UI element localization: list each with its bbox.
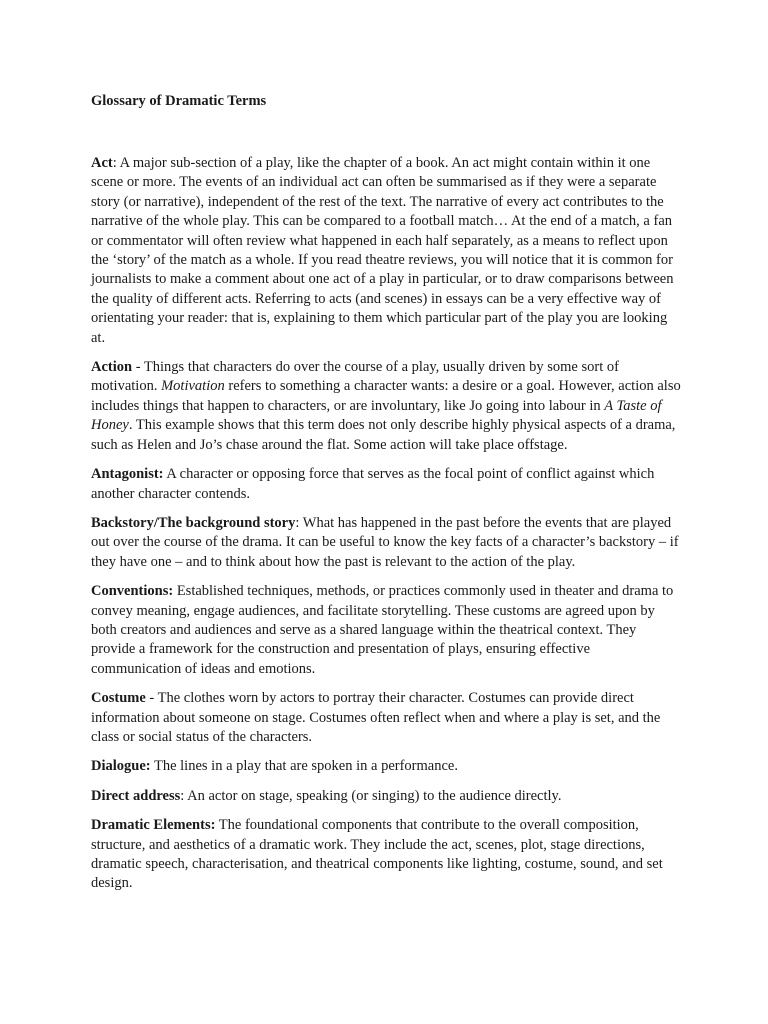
glossary-definition: What has happened in the past before the events that are played out over the course of the drama. It can be useful to know the key facts of a character’s backstory – if they have one – and to think about how the past is relevant to the action of the play. [91, 514, 679, 570]
glossary-definition: The foundational components that contribute to the overall composition, structure, and aesthetics of a dramatic work. They include the act, scenes, plot, stage directions, dramatic speech, characterisation, and theatrical components like lighting, costume, sound, and set design. [91, 817, 663, 892]
glossary-definition: Things that characters do over the course of a play, usually driven by some sort of motivation. [91, 359, 619, 395]
term-separator: - [132, 359, 144, 376]
glossary-definition: refers to something a character wants: a desire or a goal. However, action also includes things that happen to characters, or are involuntary, like Jo going into labour in [91, 378, 681, 414]
glossary-term: Direct address [91, 787, 181, 804]
glossary-term: Antagonist: [91, 466, 164, 483]
glossary-entry-costume [91, 689, 681, 747]
glossary-entry-dramatic-elements [91, 816, 681, 894]
glossary-entry-dialogue [91, 757, 681, 776]
glossary-definition: An actor on stage, speaking (or singing) to the audience directly. [187, 787, 562, 804]
glossary-term: Conventions: [91, 583, 174, 600]
glossary-entry-antagonist [91, 465, 681, 504]
glossary-definition: The clothes worn by actors to portray their character. Costumes can provide direct information about someone on stage. Costumes often reflect when and where a play is set, and the class or social status of the characters. [91, 690, 661, 745]
glossary-term: Costume [91, 690, 146, 707]
glossary-entry-direct-address [91, 787, 681, 806]
italic-term-motivation: Motivation [161, 378, 225, 395]
document-title: Glossary of Dramatic Terms [91, 93, 267, 109]
glossary-term: Act [91, 155, 113, 171]
glossary-entry-act [91, 154, 681, 348]
glossary-entry-conventions [91, 582, 681, 679]
glossary-term: Action [91, 359, 133, 376]
glossary-entry-backstory [91, 514, 681, 572]
term-separator: - [145, 690, 158, 707]
italic-play-title: A Taste of Honey [91, 397, 662, 434]
term-separator: : [112, 155, 120, 171]
glossary-definition: Established techniques, methods, or practices commonly used in theater and drama to convey meaning, engage audiences, and facilitate storytelling. These customs are agreed upon by both creators and audiences and serve as a shared language within the theatrical context. They provide a framework for the construction and presentation of plays, ensuring effective communication of ideas and emotions. [91, 583, 674, 677]
glossary-definition: . This example shows that this term does not only describe highly physical aspects of a drama, such as Helen and Jo’s chase around the flat. Some action will take place offstage. [91, 417, 676, 453]
term-separator: : [180, 787, 188, 804]
glossary-definition: A character or opposing force that serves as the focal point of conflict against which another character contends. [91, 466, 655, 502]
glossary-definition: The lines in a play that are spoken in a performance. [153, 758, 458, 775]
glossary-definition: A major sub-section of a play, like the chapter of a book. An act might contain within it one scene or more. The events of an individual act can often be summarised as if they were a separate story (or narrative), independent of the rest of the text. The narrative of every act contributes to the narrative of the whole play. This can be compared to a football match… At the end of a match, a fan or commentator will often review what happened in each half separately, as a means to reflect upon the ‘story’ of the match as a whole. If you read theatre reviews, you will notice that it is common for journalists to make a comment about one act of a play in particular, or to draw comparisons between the quality of different acts. Referring to acts (and scenes) in essays can be a very effective way of orientating your reader: that is, explaining to them which particular part of the play you are looking at. [91, 155, 674, 346]
glossary-term: Dramatic Elements: [91, 817, 216, 834]
glossary-term: Dialogue: [91, 758, 151, 775]
term-separator: : [295, 514, 303, 531]
glossary-term: Backstory/The background story [91, 514, 296, 531]
glossary-entry-action [91, 358, 681, 455]
document-page [91, 92, 681, 904]
